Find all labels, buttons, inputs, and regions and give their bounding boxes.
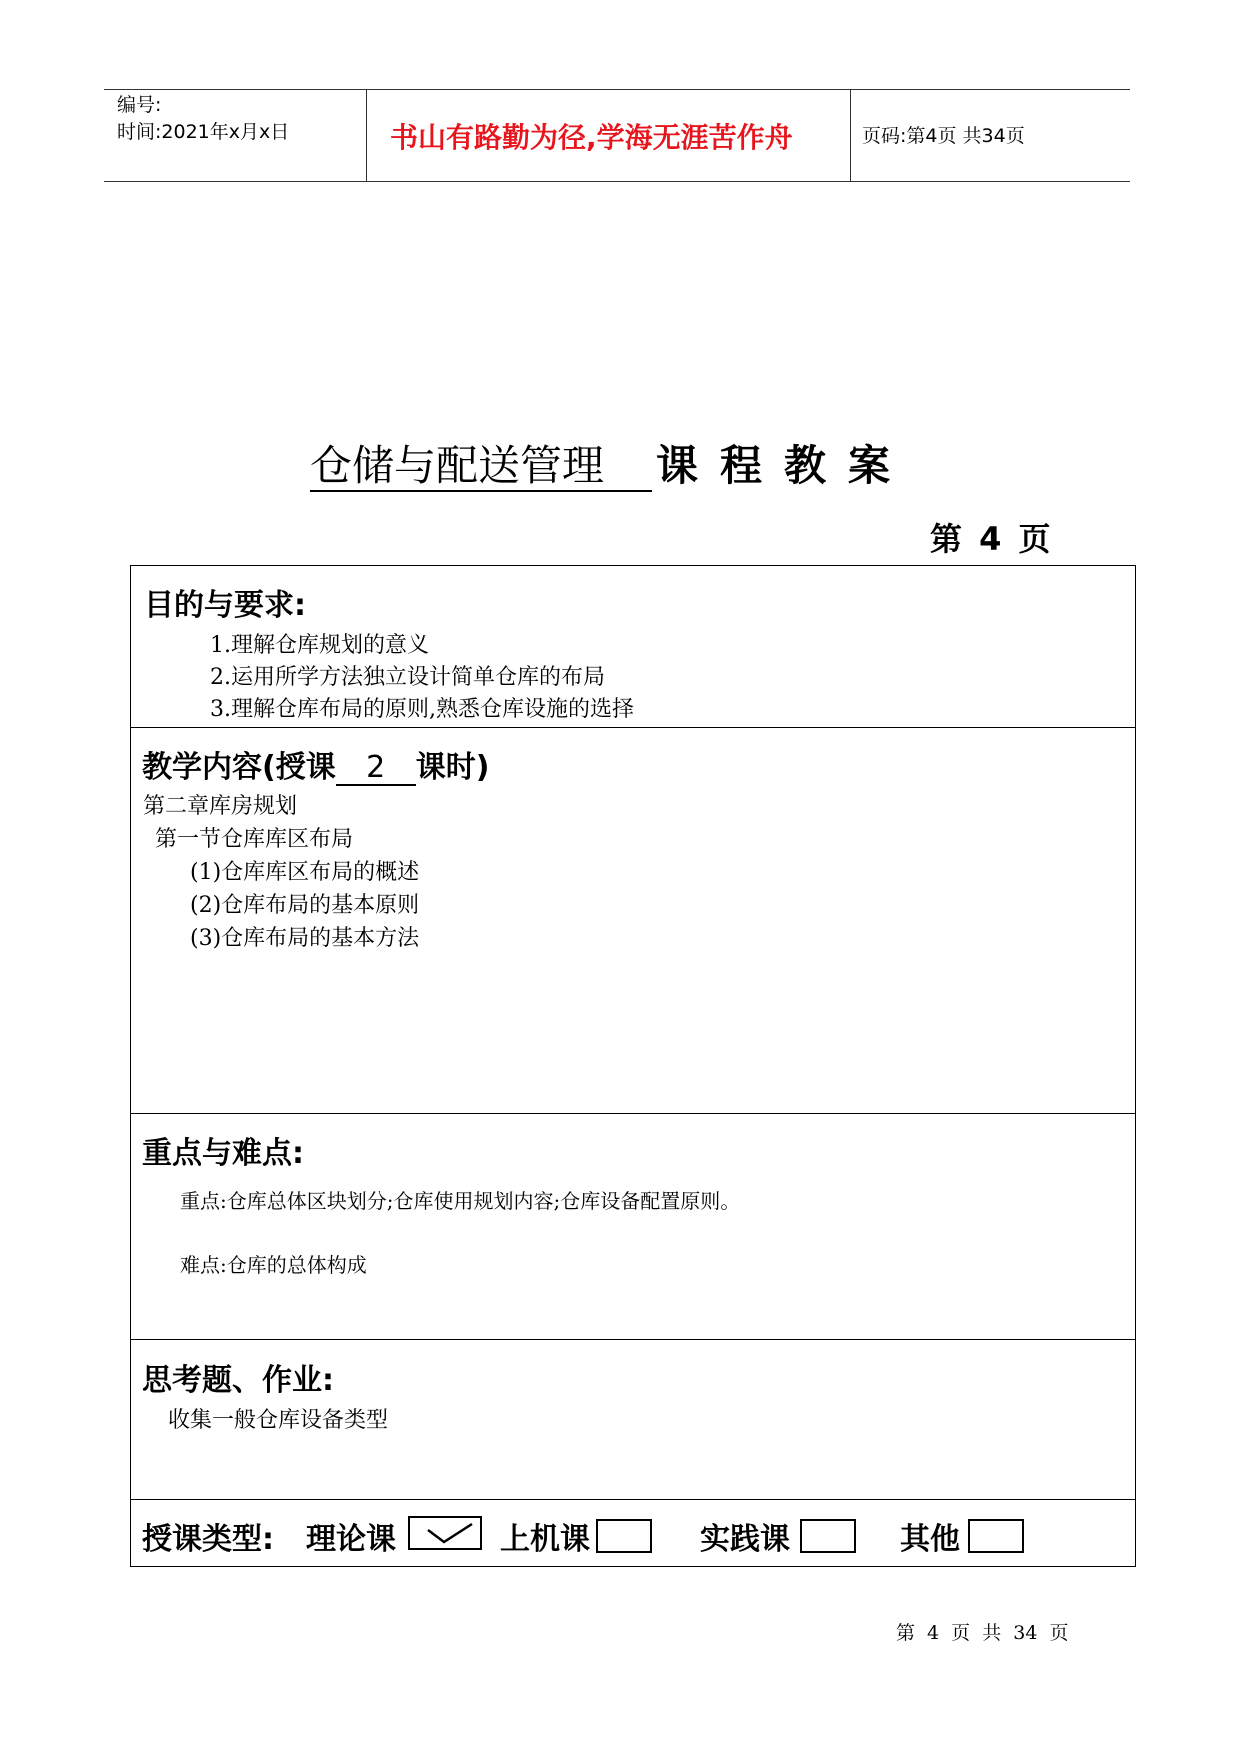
key-points-title: 重点与难点: <box>142 1136 304 1171</box>
content-item-2: (2)仓库布局的基本原则 <box>190 893 420 918</box>
objective-item-3: 3.理解仓库布局的原则,熟悉仓库设施的选择 <box>210 697 634 722</box>
row-divider-1 <box>131 727 1135 728</box>
title-page-label: 第 4 页 <box>930 520 1051 558</box>
row-divider-2 <box>131 1113 1135 1114</box>
title-suffix: 课程教案 <box>656 441 913 490</box>
content-chapter: 第二章库房规划 <box>143 794 298 819</box>
row-divider-3 <box>131 1339 1135 1340</box>
homework-text: 收集一般仓库设备类型 <box>168 1408 389 1433</box>
header-code-label: 编号: <box>117 94 162 116</box>
document-title <box>310 441 912 491</box>
course-type-lab-label: 上机课 <box>500 1522 590 1557</box>
course-type-practice-checkbox[interactable] <box>800 1519 856 1553</box>
header-time-label: 时间:2021年x月x日 <box>117 121 290 143</box>
objective-item-1: 1.理解仓库规划的意义 <box>210 633 429 658</box>
course-type-theory-label: 理论课 <box>306 1522 396 1557</box>
course-type-practice-label: 实践课 <box>700 1522 790 1557</box>
content-item-3: (3)仓库布局的基本方法 <box>190 926 420 951</box>
course-type-theory-checkbox[interactable] <box>408 1516 482 1550</box>
header-divider-left <box>366 89 367 182</box>
header-bottom-rule <box>104 181 1130 182</box>
header-page-info: 页码:第4页 共34页 <box>862 125 1025 147</box>
header-top-rule <box>104 89 1130 90</box>
content-hours: 2 <box>336 752 416 786</box>
content-title-prefix: 教学内容(授课 <box>142 750 336 785</box>
course-type-label: 授课类型: <box>142 1522 274 1557</box>
course-type-other-label: 其他 <box>900 1522 960 1557</box>
content-section: 第一节仓库库区布局 <box>155 827 354 852</box>
difficulty-text: 难点:仓库的总体构成 <box>180 1253 367 1277</box>
content-item-1: (1)仓库库区布局的概述 <box>190 860 420 885</box>
course-type-other-checkbox[interactable] <box>968 1519 1024 1553</box>
objectives-title: 目的与要求: <box>144 588 306 623</box>
key-point-text: 重点:仓库总体区块划分;仓库使用规划内容;仓库设备配置原则。 <box>180 1189 741 1213</box>
row-divider-4 <box>131 1499 1135 1500</box>
course-name: 仓储与配送管理 <box>310 441 652 492</box>
content-title <box>142 742 489 786</box>
content-title-suffix: 课时) <box>415 750 490 785</box>
header-motto: 书山有路勤为径,学海无涯苦作舟 <box>390 121 793 154</box>
objective-item-2: 2.运用所学方法独立设计简单仓库的布局 <box>210 665 605 690</box>
header-divider-right <box>850 89 851 182</box>
checkmark-icon <box>410 1518 480 1548</box>
homework-title: 思考题、作业: <box>142 1363 334 1398</box>
course-type-lab-checkbox[interactable] <box>596 1519 652 1553</box>
footer-page-number: 第 4 页 共 34 页 <box>896 1622 1069 1644</box>
